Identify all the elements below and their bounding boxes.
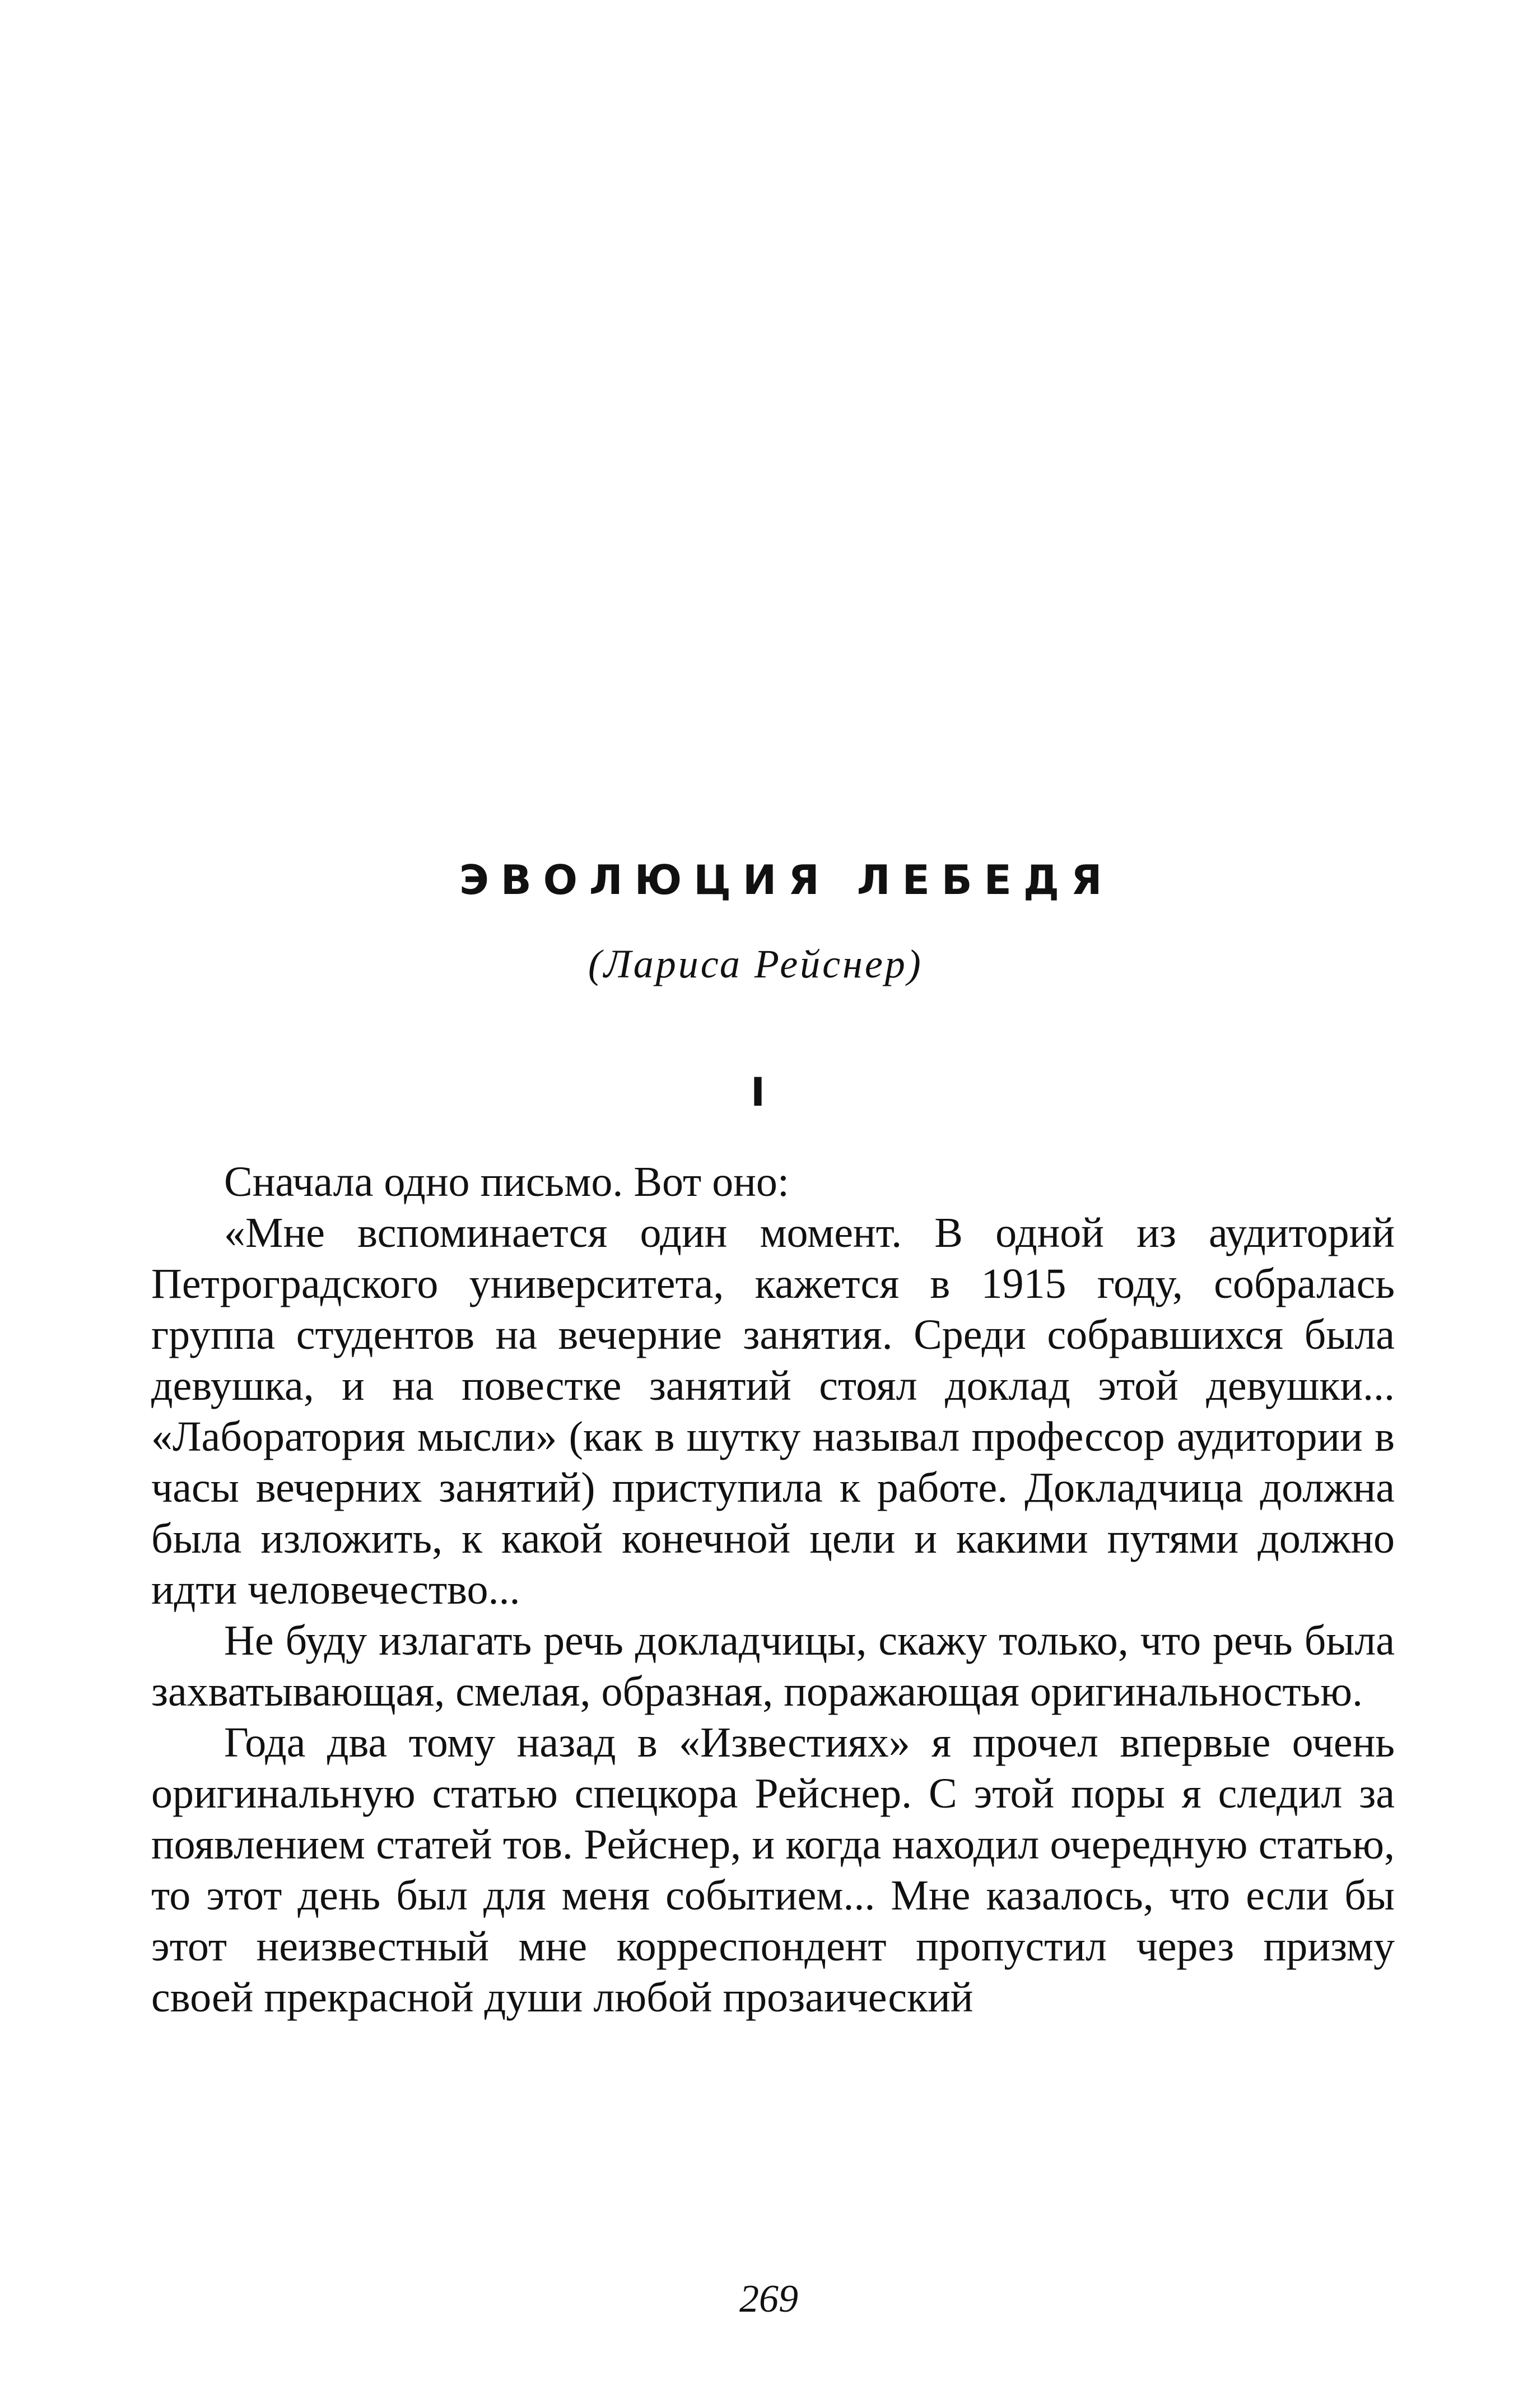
- chapter-subtitle: (Лариса Рейснер): [588, 942, 923, 986]
- chapter-title: ЭВОЛЮЦИЯ ЛЕБЕДЯ: [459, 856, 1114, 903]
- page-number: 269: [739, 2277, 798, 2321]
- paragraph: «Мне вспоминается один момент. В одной из аудиторий Петроградского университета, кажется в 1915 году, собралась группа студентов на вечерние занятия. Среди собравшихся была девушка, и на повестке занятий стоял доклад этой девушки... «Лаборатория мысли» (как в шутку называл профессор аудитории в часы вечерних занятий) приступила к работе. Докладчица должна была изложить, к какой конечной цели и какими путями должно идти человечество...: [151, 1209, 1395, 1613]
- paragraph: Сначала одно письмо. Вот оно:: [224, 1158, 790, 1205]
- body-text: [151, 1157, 1395, 2023]
- paragraph: Года два тому назад в «Известиях» я прочел впервые очень оригинальную статью спецкора Рейснер. С этой поры я следил за появлением статей тов. Рейснер, и когда находил очередную статью, то этот день был для меня событием... Мне казалось, что если бы этот неизвестный мне корреспондент пропустил через призму своей прекрасной души любой прозаический: [151, 1719, 1395, 2021]
- paragraph: Не буду излагать речь докладчицы, скажу только, что речь была захватывающая, смелая, образная, поражающая оригинальностью.: [151, 1617, 1395, 1715]
- section-number: I: [751, 1069, 766, 1115]
